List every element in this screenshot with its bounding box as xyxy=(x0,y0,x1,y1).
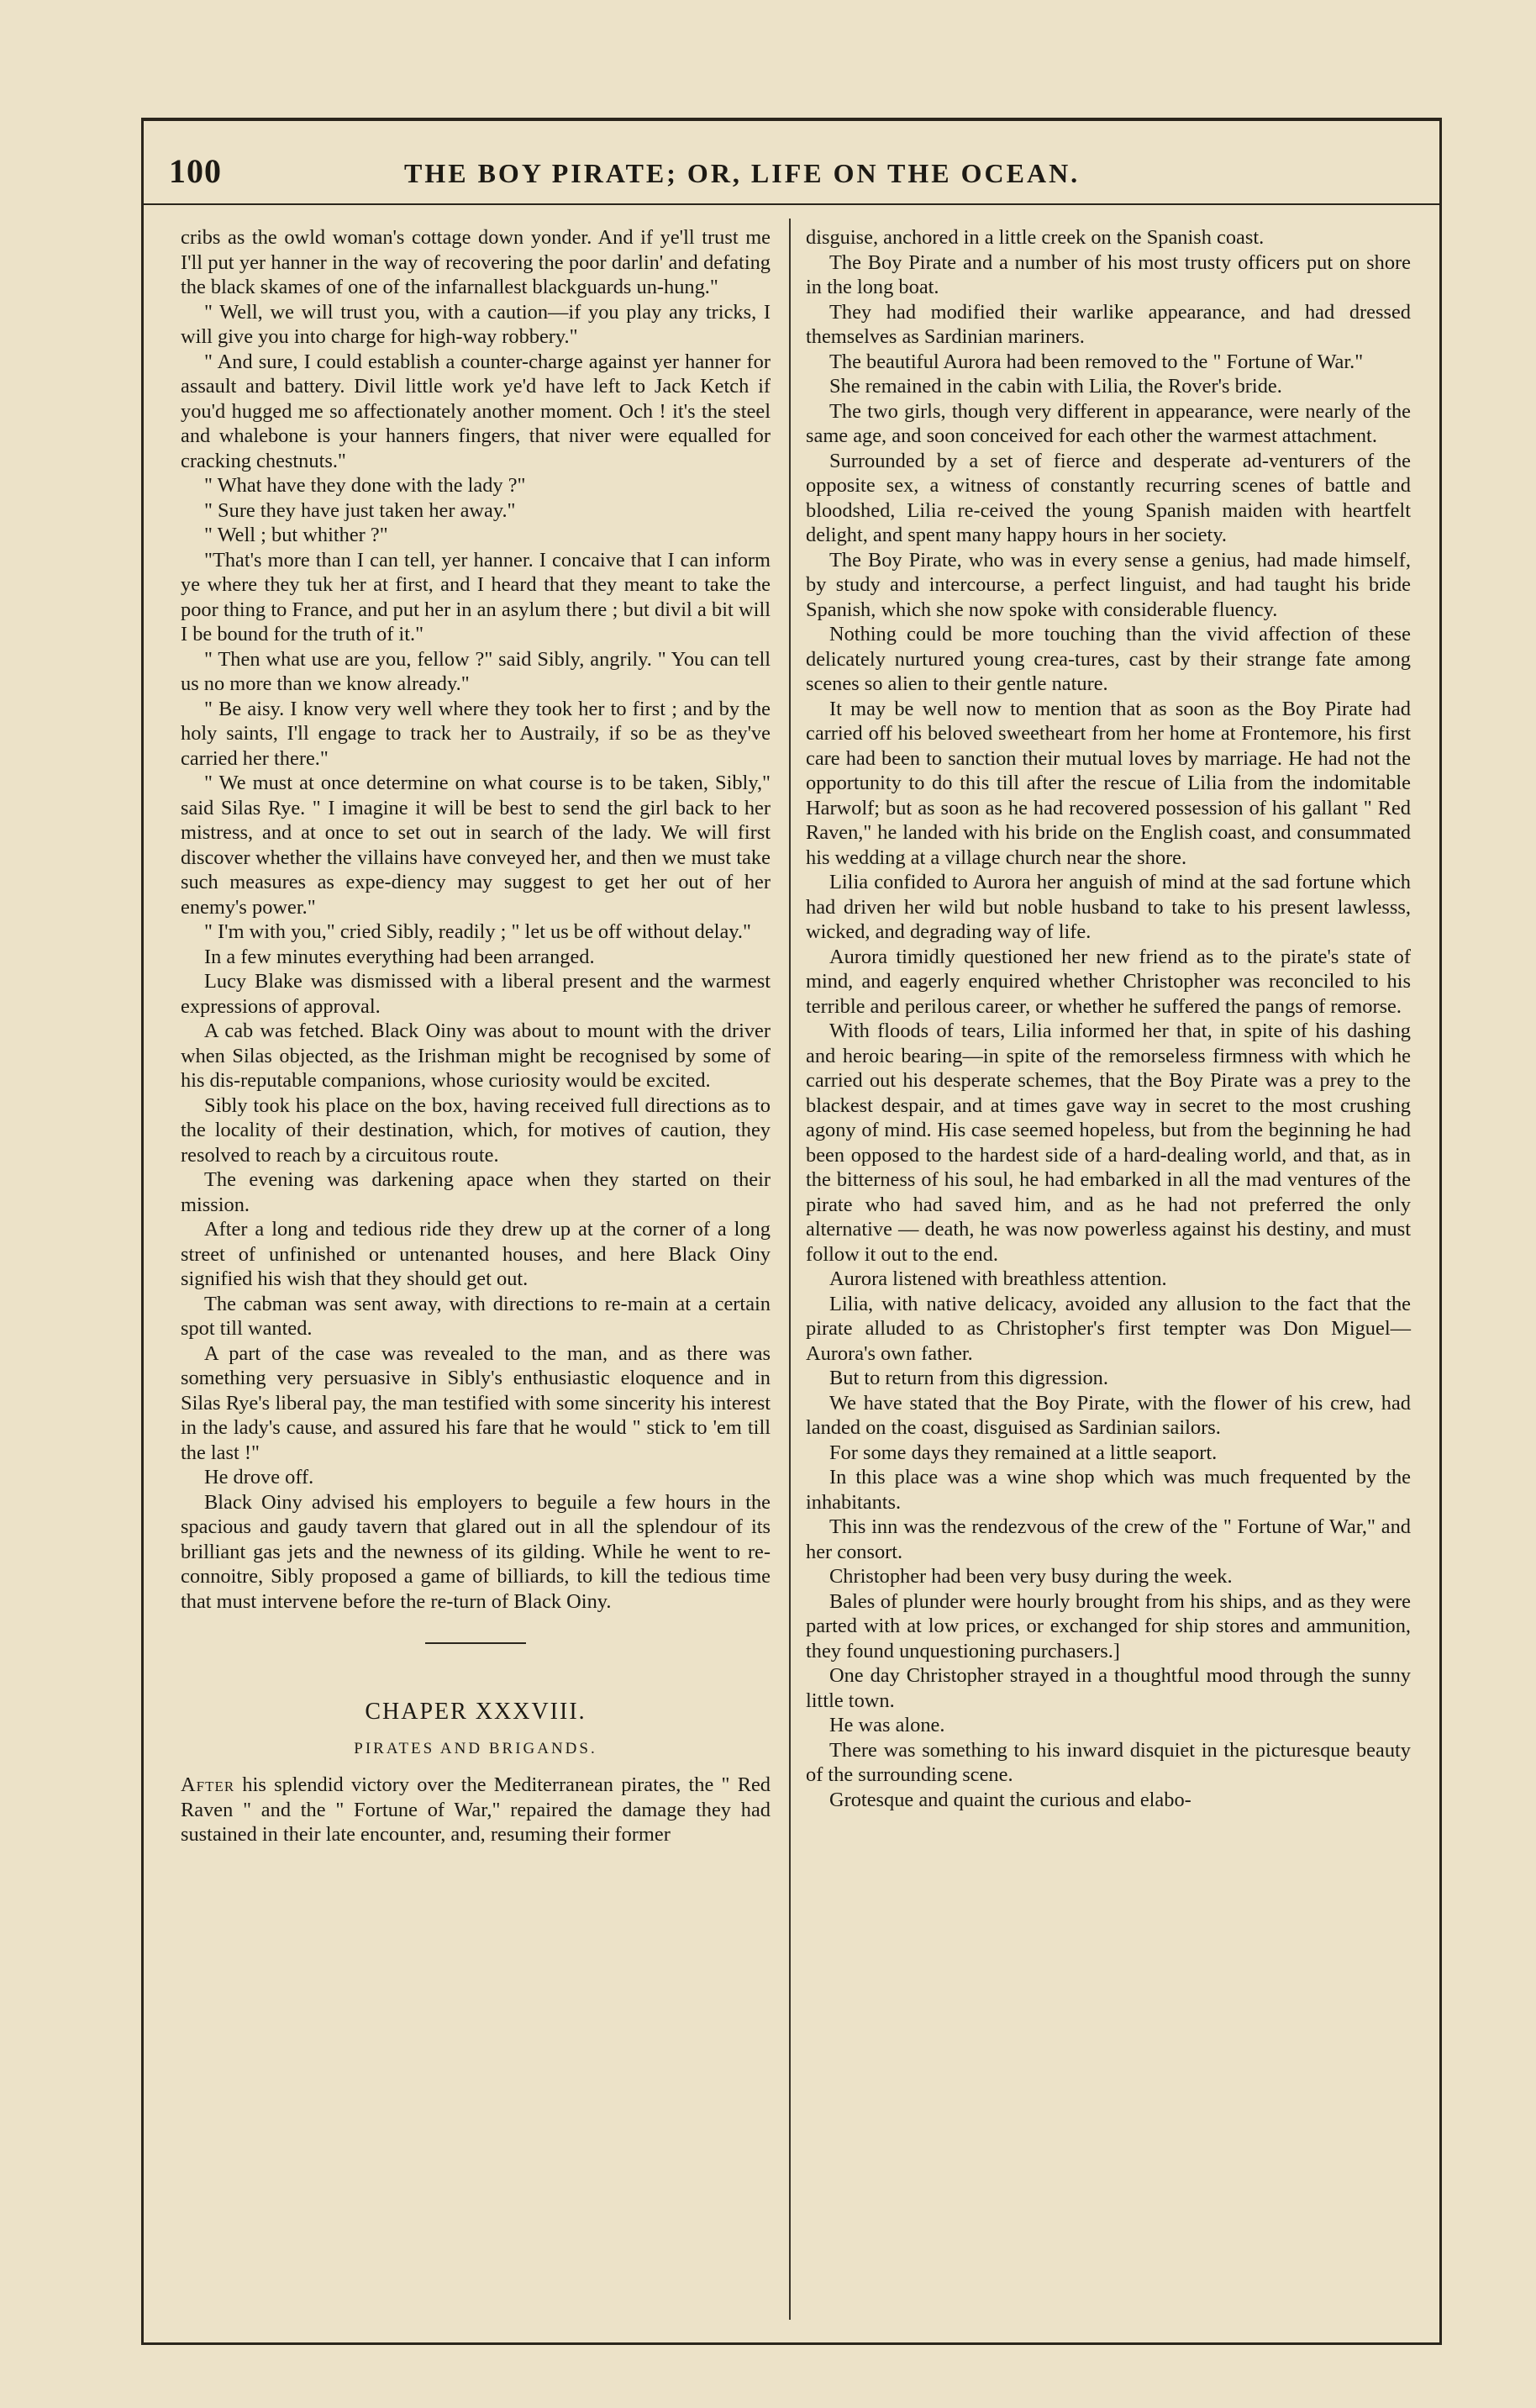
paragraph: Aurora timidly questioned her new friend as to the pirate's state of mind, and eagerly enquired whether Christopher was reconciled to his terrible and perilous career, or whether he suffered the pangs of remorse. xyxy=(806,945,1411,1018)
left-column xyxy=(181,225,771,1847)
bottom-rule xyxy=(144,2342,1439,2345)
running-title: THE BOY PIRATE; OR, LIFE ON THE OCEAN. xyxy=(404,158,1081,188)
chapter-title: CHAPER XXXVIII. xyxy=(365,1699,587,1725)
paragraph: With floods of tears, Lilia informed her that, in spite of his dashing and heroic bearing—in spite of the remorseless firmness with which he carried out his desperate schemes, that the Boy Pirate was a prey to the blackest despair, and at times gave way in secret to the most crushing agony of mind. His case seemed hopeless, but from the beginning he had been opposed to the hardest side of a hard-dealing world, and that, as in the bitterness of his soul, he had embarked in all the mad ventures of the pirate who had saved him, and as he had not preferred the only alternative — death, he was now powerless against his destiny, and must follow it out to the end. xyxy=(806,1020,1411,1266)
paragraph: Lucy Blake was dismissed with a liberal present and the warmest expressions of approval. xyxy=(181,970,771,1018)
right-column-text xyxy=(806,225,1411,1812)
paragraph: " Well ; but whither ?" xyxy=(204,524,388,546)
column-divider xyxy=(789,219,791,2320)
paragraph: Bales of plunder were hourly brought from his ships, and as they were parted with at low prices, or exchanged for ship stores and ammunition, they found unquestioning purchasers.] xyxy=(806,1589,1411,1662)
paragraph: We have stated that the Boy Pirate, with the flower of his crew, had landed on the coast, disguised as Sardinian sailors. xyxy=(806,1391,1411,1439)
paragraph: " Sure they have just taken her away." xyxy=(204,498,516,522)
paragraph: The two girls, though very different in appearance, were nearly of the same age, and soon conceived for each other the warmest attachment. xyxy=(806,399,1411,447)
paragraph: A part of the case was revealed to the man, and as there was something very persuasive in Sibly's enthusiastic eloquence and in Silas Rye's liberal pay, the man testified with some sincerity his interest in the lady's cause, and assured his fare that he would " stick to 'em till the last !" xyxy=(181,1341,771,1464)
paragraph: For some days they remained at a little seaport. xyxy=(829,1441,1218,1464)
printed-page xyxy=(141,118,1442,2345)
paragraph: Aurora listened with breathless attention. xyxy=(829,1267,1167,1290)
paragraph: The cabman was sent away, with directions to re-main at a certain spot till wanted. xyxy=(181,1292,771,1340)
paragraph: Christopher had been very busy during the week. xyxy=(829,1565,1233,1588)
paragraph: Sibly took his place on the box, having received full directions as to the locality of their destination, which, for motives of caution, they resolved to reach by a circuitous route. xyxy=(181,1093,771,1167)
paragraph: cribs as the owld woman's cottage down yonder. And if ye'll trust me I'll put yer hanner in the way of recovering the poor darlin' and defating the black skames of one of the infarnallest blackguards un-hung." xyxy=(181,226,771,298)
chapter-subtitle: PIRATES AND BRIGANDS. xyxy=(354,1739,597,1757)
paragraph: In a few minutes everything had been arranged. xyxy=(204,945,595,968)
paragraph: " We must at once determine on what course is to be taken, Sibly," said Silas Rye. " I imagine it will be best to send the girl back to her mistress, and at once to set out in search of the lady. We will first discover whether the villains have conveyed her, and then we must take such measures as expe-diency may suggest to get her out of her enemy's power." xyxy=(181,772,771,919)
chapter-opening-text: his splendid victory over the Mediterranean pirates, the " Red Raven " and the " Fortune of War," repaired the damage they had sustained in their late encounter, and, resuming their former xyxy=(181,1773,771,1846)
paragraph: Nothing could be more touching than the vivid affection of these delicately nurtured young crea-tures, cast by their strange fate among scenes so alien to their gentle nature. xyxy=(806,623,1411,695)
chapter-divider-rule xyxy=(425,1642,526,1644)
paragraph: There was something to his inward disquiet in the picturesque beauty of the surrounding scene. xyxy=(806,1738,1411,1786)
paragraph: disguise, anchored in a little creek on the Spanish coast. xyxy=(806,226,1265,249)
paragraph: In this place was a wine shop which was much frequented by the inhabitants. xyxy=(806,1466,1411,1514)
chapter-opening-word: After xyxy=(181,1773,235,1796)
paragraph: He drove off. xyxy=(204,1466,314,1489)
top-rule xyxy=(144,118,1439,121)
paragraph: " I'm with you," cried Sibly, readily ; " let us be off without delay." xyxy=(204,920,751,943)
page-header xyxy=(169,151,1414,198)
paragraph: Grotesque and quaint the curious and elabo- xyxy=(829,1788,1191,1811)
paragraph: "That's more than I can tell, yer hanner. I concaive that I can inform ye where they tuk her at first, and I heard that they meant to take the poor thing to France, and put her in an asylum there ; but divil a bit will I be bound for the truth of it." xyxy=(181,548,771,645)
paragraph: " Be aisy. I know very well where they took her to first ; and by the holy saints, I'll engage to track her to Austraily, if so be as they've carried her there." xyxy=(181,697,771,770)
paragraph: Black Oiny advised his employers to beguile a few hours in the spacious and gaudy tavern that glared out in all the splendour of its brilliant gas jets and the newness of its gilding. While he went to re-connoitre, Sibly proposed a game of billiards, to kill the tedious time that must intervene before the re-turn of Black Oiny. xyxy=(181,1490,771,1613)
paragraph: It may be well now to mention that as soon as the Boy Pirate had carried off his beloved sweetheart from her home at Frontemore, his first care had been to sanction their mutual loves by marriage. He had not the opportunity to do this till after the rescue of Lilia from the indomitable Harwolf; but as soon as he had recovered possession of his gallant " Red Raven," he landed with his bride on the English coast, and consummated his wedding at a village church near the shore. xyxy=(806,697,1411,869)
header-rule xyxy=(144,203,1439,205)
paragraph: Surrounded by a set of fierce and desperate ad-venturers of the opposite sex, a witness of constantly recurring scenes of battle and bloodshed, Lilia re-ceived the young Spanish maiden with heartfelt delight, and spent many happy hours in her society. xyxy=(806,449,1411,546)
paragraph: A cab was fetched. Black Oiny was about to mount with the driver when Silas objected, as the Irishman might be recognised by some of his dis-reputable companions, whose curiosity would be excited. xyxy=(181,1020,771,1092)
paragraph: But to return from this digression. xyxy=(829,1367,1108,1389)
paragraph: The Boy Pirate and a number of his most trusty officers put on shore in the long boat. xyxy=(806,250,1411,298)
paragraph: The evening was darkening apace when they started on their mission. xyxy=(181,1168,771,1216)
paragraph: " What have they done with the lady ?" xyxy=(204,474,526,497)
paragraph: She remained in the cabin with Lilia, the Rover's bride. xyxy=(829,375,1282,398)
paragraph: Lilia, with native delicacy, avoided any allusion to the fact that the pirate alluded to as Christopher's first tempter was Don Miguel—Aurora's own father. xyxy=(806,1292,1411,1365)
paragraph: " Well, we will trust you, with a caution—if you play any tricks, I will give you into charge for high-way robbery." xyxy=(181,300,771,348)
paragraph: The beautiful Aurora had been removed to the " Fortune of War." xyxy=(829,350,1364,373)
right-column xyxy=(806,225,1411,1812)
paragraph: " Then what use are you, fellow ?" said Sibly, angrily. " You can tell us no more than we know already." xyxy=(181,647,771,695)
paragraph: He was alone. xyxy=(829,1714,945,1736)
paragraph: The Boy Pirate, who was in every sense a genius, had made himself, by study and intercourse, a perfect linguist, and had taught his bride Spanish, which she now spoke with considerable fluency. xyxy=(806,548,1411,621)
paragraph: One day Christopher strayed in a thoughtful mood through the sunny little town. xyxy=(806,1664,1411,1712)
paragraph: Lilia confided to Aurora her anguish of mind at the sad fortune which had driven her wild but noble husband to take to his present lawlesss, wicked, and degrading way of life. xyxy=(806,871,1411,943)
paragraph: " And sure, I could establish a counter-charge against yer hanner for assault and battery. Divil little work ye'd have left to Jack Ketch if you'd hugged me so affectionately another moment. Och ! it's the steel and whalebone is your hanners fingers, that niver were equalled for cracking chestnuts." xyxy=(181,350,771,472)
paragraph: After a long and tedious ride they drew up at the corner of a long street of unfinished or untenanted houses, and here Black Oiny signified his wish that they should get out. xyxy=(181,1218,771,1290)
page-number: 100 xyxy=(169,152,222,190)
chapter-opening-paragraph xyxy=(181,1773,771,1847)
paragraph: They had modified their warlike appearance, and had dressed themselves as Sardinian mariners. xyxy=(806,300,1411,348)
paragraph: This inn was the rendezvous of the crew of the " Fortune of War," and her consort. xyxy=(806,1515,1411,1563)
left-column-text xyxy=(181,225,771,1614)
